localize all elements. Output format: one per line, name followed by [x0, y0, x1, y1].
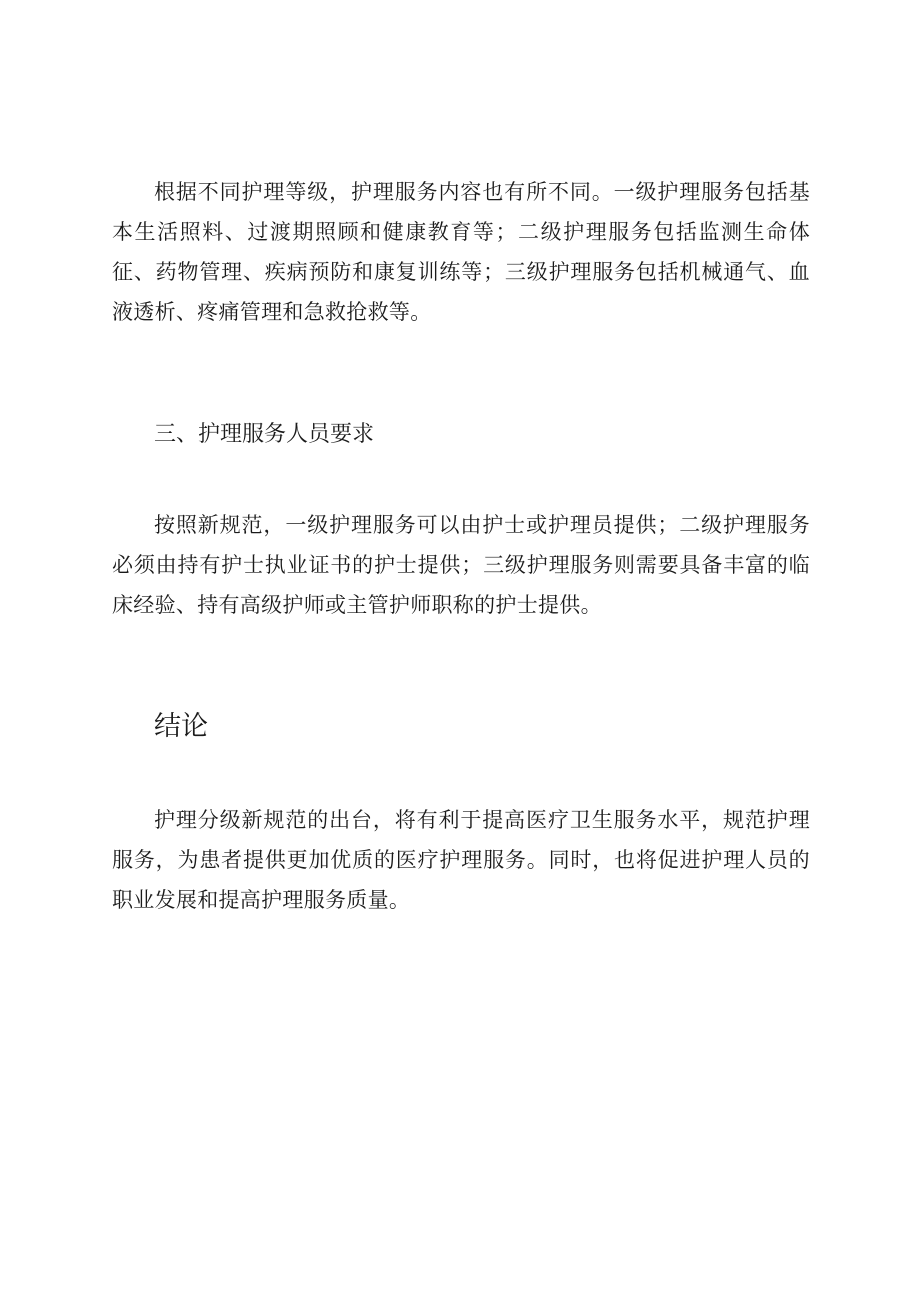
- section-heading-staff-requirements: 三、护理服务人员要求: [154, 422, 375, 447]
- paragraph-service-content: 根据不同护理等级，护理服务内容也有所不同。一级护理服务包括基本生活照料、过渡期照顾和健康教育等；二级护理服务包括监测生命体征、药物管理、疾病预防和康复训练等；三级护理服务包括机械通气、血液透析、疼痛管理和急救抢救等。: [112, 180, 810, 324]
- conclusion-heading: 结论: [154, 711, 208, 742]
- paragraph-conclusion: 护理分级新规范的出台，将有利于提高医疗卫生服务水平，规范护理服务，为患者提供更加优质的医疗护理服务。同时，也将促进护理人员的职业发展和提高护理服务质量。: [112, 808, 810, 912]
- paragraph-staff-requirements: 按照新规范，一级护理服务可以由护士或护理员提供；二级护理服务必须由持有护士执业证书的护士提供；三级护理服务则需要具备丰富的临床经验、持有高级护师或主管护师职称的护士提供。: [112, 513, 810, 617]
